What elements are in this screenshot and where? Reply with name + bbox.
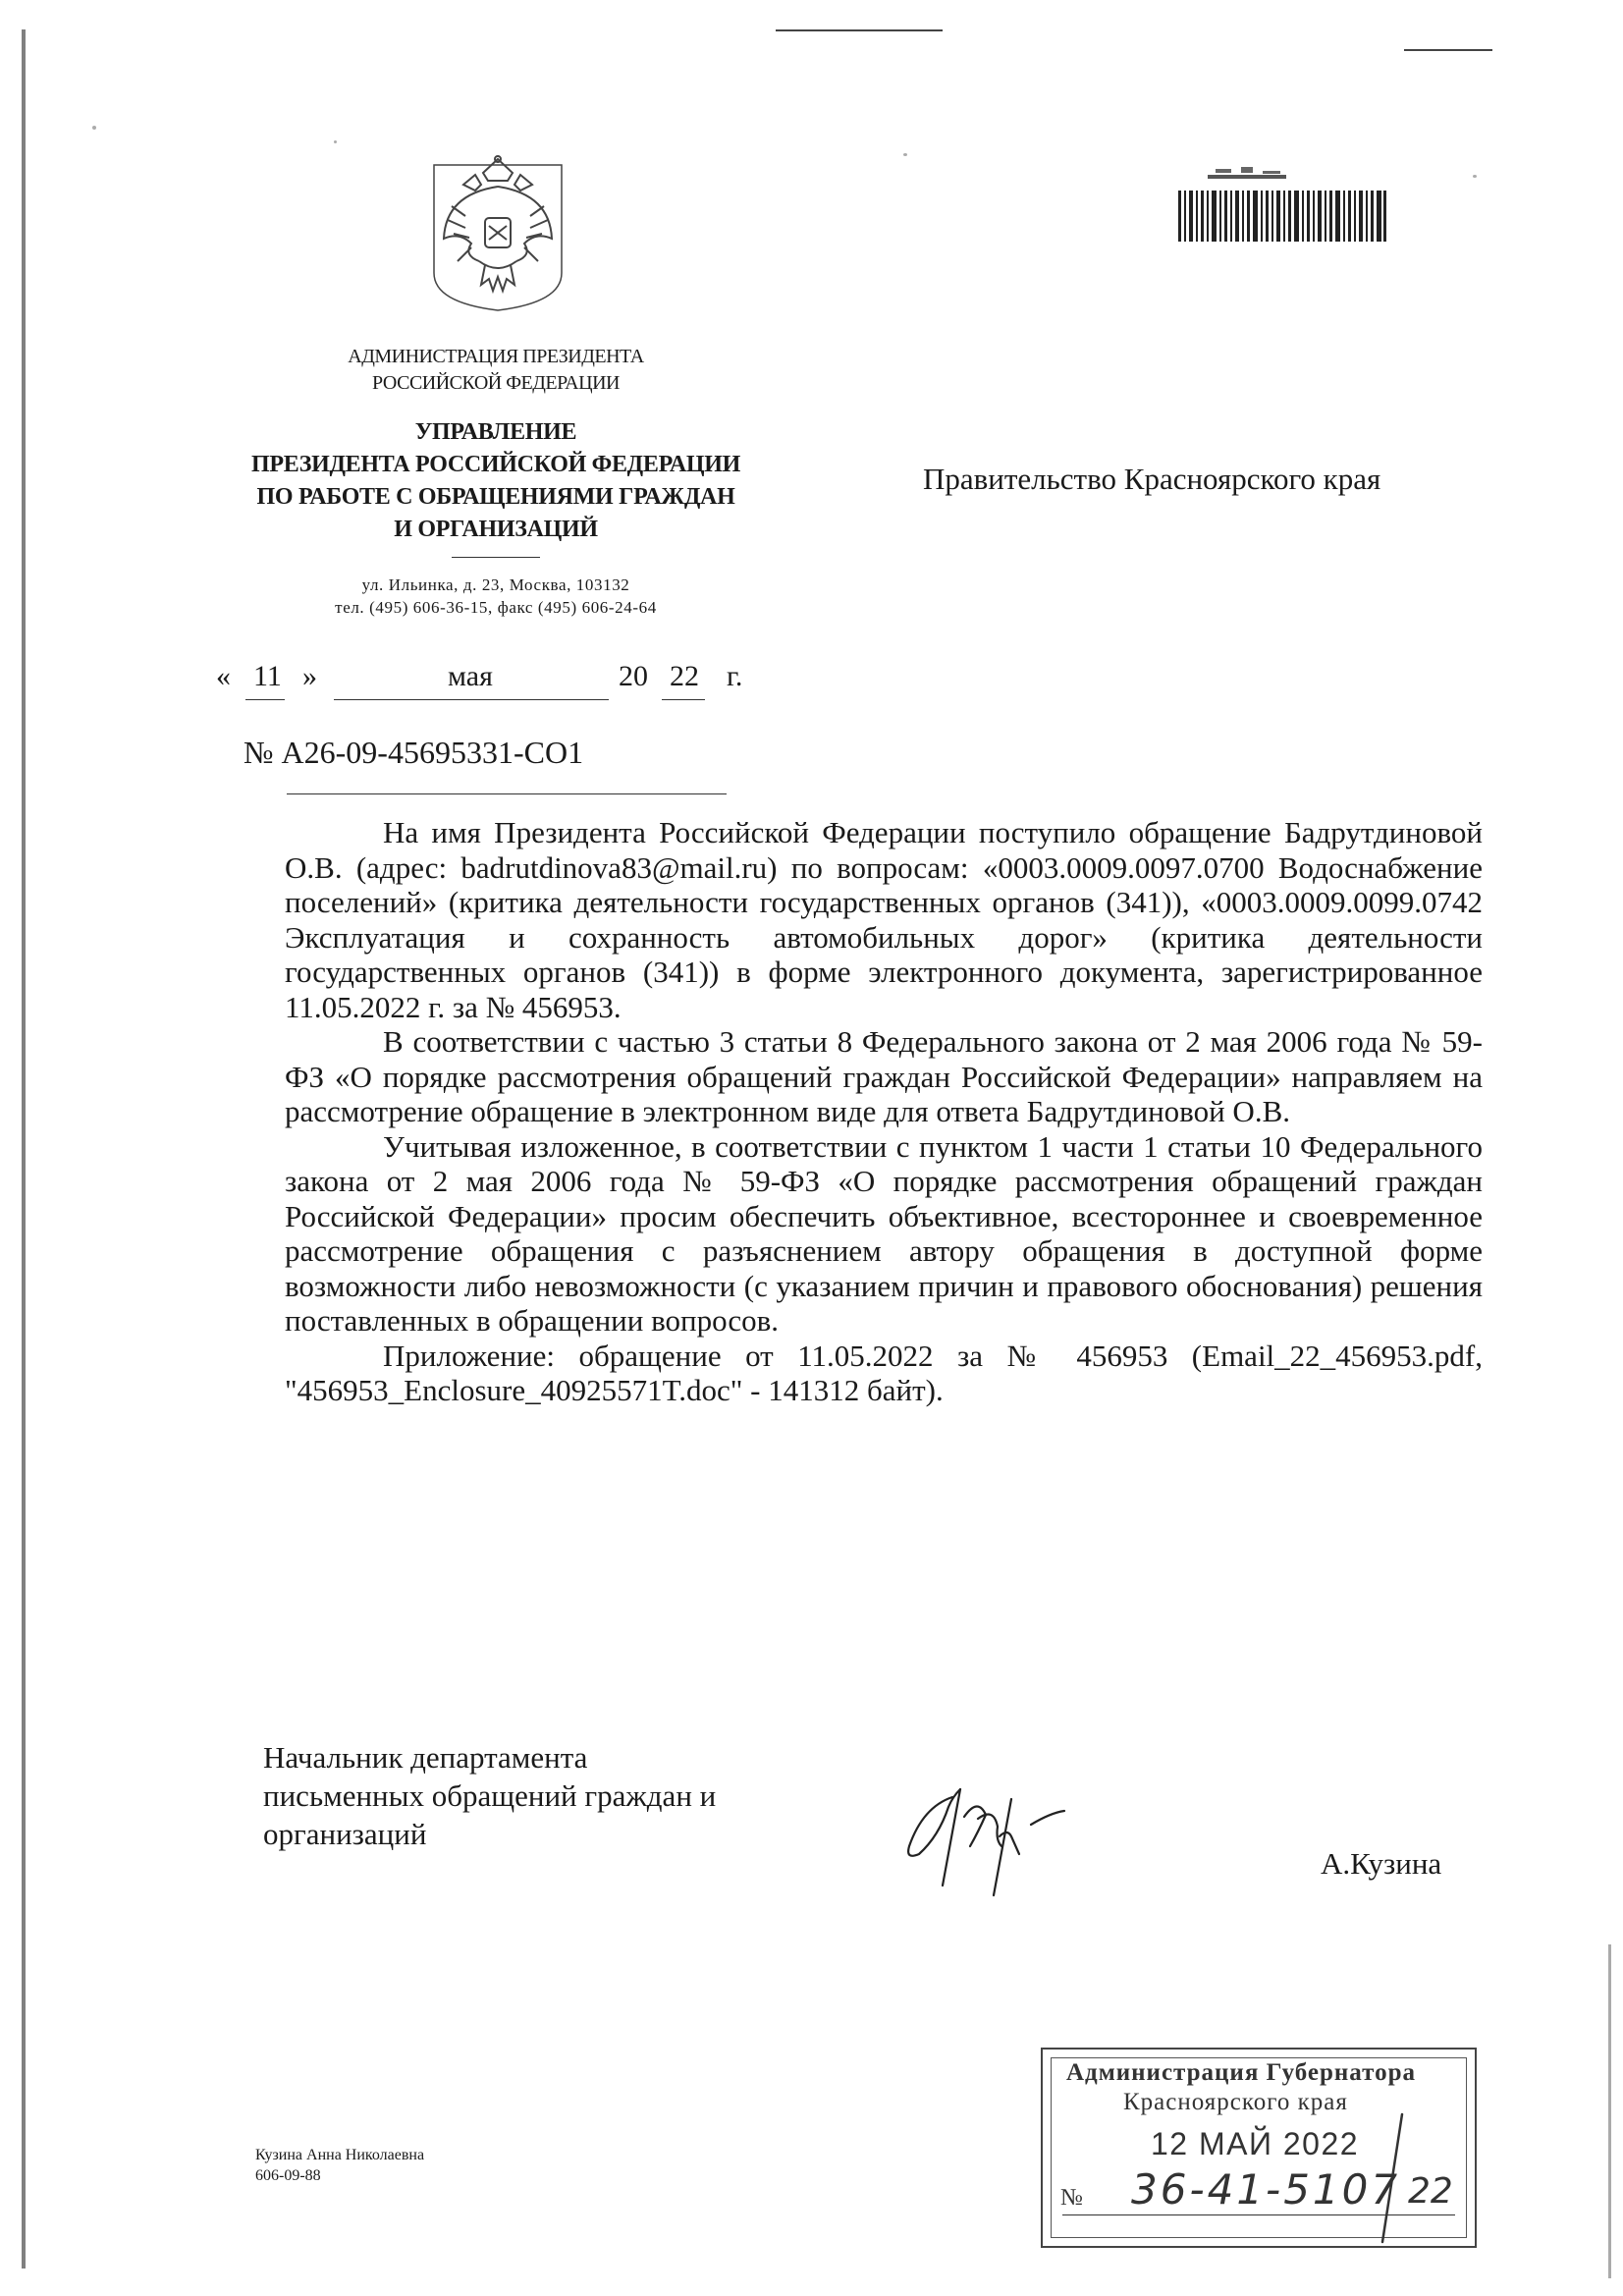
coat-of-arms-icon <box>424 145 571 312</box>
admin-line: АДМИНИСТРАЦИЯ ПРЕЗИДЕНТА <box>348 346 644 367</box>
scan-artifact-line <box>1404 49 1492 51</box>
stamp-date: 12 МАЙ 2022 <box>1151 2126 1360 2161</box>
dept-line: И ОРГАНИЗАЦИЙ <box>394 517 598 542</box>
recipient: Правительство Красноярского края <box>923 462 1381 496</box>
signer-title-line: Начальник департамента <box>263 1740 588 1775</box>
header-separator <box>452 557 540 558</box>
scan-speck <box>334 140 337 143</box>
administration-name <box>216 344 776 397</box>
executor-info <box>255 2145 424 2186</box>
dept-line: ПРЕЗИДЕНТА РОССИЙСКОЙ ФЕДЕРАЦИИ <box>250 452 741 477</box>
department-name <box>216 416 776 546</box>
document-number-underline <box>287 793 727 794</box>
date-year-underline <box>662 699 705 700</box>
stamp-region: Красноярского края <box>1123 2089 1348 2115</box>
signer-title-line: письменных обращений граждан и <box>263 1778 717 1813</box>
executor-name: Кузина Анна Николаевна <box>255 2147 425 2163</box>
stamp-number-handwritten: 36-41-5107 <box>1131 2165 1401 2214</box>
body-paragraph: На имя Президента Российской Федерации поступило обращение Бадрутдиновой О.В. (адрес: badrutdinova83@mail.ru) по вопросам: «0003.0009.0097.0700 Водоснабжение поселений» (критика деятельности государственных органов (341)), «0003.0009.0099.0742 Эксплуатация и сохранность автомобильных дорог» (критика деятельности государственных органов (341)) в форме электронного документа, зарегистрированное 11.05.2022 г. за № 456953. <box>285 815 1483 1024</box>
date-month-underline <box>334 699 609 700</box>
date-year-mark: г. <box>727 660 743 692</box>
scan-speck <box>903 153 907 156</box>
handwritten-signature-icon <box>884 1738 1080 1905</box>
scan-artifact-line <box>776 29 943 31</box>
document-number: № А26-09-45695331-СО1 <box>243 735 584 770</box>
body-paragraph: Приложение: обращение от 11.05.2022 за № 456953 (Email_22_456953.pdf, "456953_Enclosure_40925571T.doc" - 141312 байт). <box>285 1338 1483 1407</box>
stamp-number-label: № <box>1060 2185 1083 2211</box>
admin-line: РОССИЙСКОЙ ФЕДЕРАЦИИ <box>372 372 620 394</box>
stamp-organization: Администрация Губернатора <box>1066 2059 1417 2086</box>
scan-speck <box>1473 175 1477 178</box>
scan-edge-right <box>1608 1944 1611 2278</box>
dept-line: ПО РАБОТЕ С ОБРАЩЕНИЯМИ ГРАЖДАН <box>256 484 735 510</box>
address-line: тел. (495) 606-36-15, факс (495) 606-24-64 <box>335 598 657 617</box>
letter-body <box>285 815 1483 1408</box>
sender-address <box>216 574 776 619</box>
barcode-icon <box>1178 191 1386 242</box>
date-open-quote: « <box>216 660 231 692</box>
date-day: 11 <box>253 660 282 692</box>
signer-title-line: организаций <box>263 1817 427 1851</box>
letter-date <box>216 660 766 709</box>
date-day-underline <box>245 699 285 700</box>
address-line: ул. Ильинка, д. 23, Москва, 103132 <box>361 575 630 594</box>
body-paragraph: Учитывая изложенное, в соответствии с пунктом 1 части 1 статьи 10 Федерального закона от 2 мая 2006 года № 59-ФЗ «О порядке рассмотрения обращений граждан Российской Федерации» просим обеспечить объективное, всестороннее и своевременное рассмотрение обращения с разъяснением автору обращения в доступной форме возможности либо невозможности (с указанием причин и правового обоснования) решения поставленных в обращении вопросов. <box>285 1128 1483 1338</box>
scan-edge-left <box>22 29 26 2269</box>
stamp-number-suffix: 22 <box>1408 2171 1453 2212</box>
date-month: мая <box>448 660 493 692</box>
stamp-slash-mark <box>1377 2112 1406 2246</box>
scan-speck <box>92 126 96 130</box>
body-paragraph: В соответствии с частью 3 статьи 8 Федерального закона от 2 мая 2006 года № 59-ФЗ «О порядке рассмотрения обращений граждан Российской Федерации» направляем на рассмотрение обращение в электронном виде для ответа Бадрутдиновой О.В. <box>285 1024 1483 1128</box>
dept-line: УПРАВЛЕНИЕ <box>414 419 577 445</box>
signer-title <box>263 1738 716 1853</box>
registration-stamp <box>1041 2048 1477 2248</box>
executor-phone: 606-09-88 <box>255 2167 321 2184</box>
date-close-quote: » <box>302 660 317 692</box>
date-year-prefix: 20 <box>619 660 648 692</box>
date-year-suffix: 22 <box>670 660 699 692</box>
signer-name: А.Кузина <box>1321 1846 1442 1881</box>
barcode-header-mark <box>1208 165 1286 183</box>
